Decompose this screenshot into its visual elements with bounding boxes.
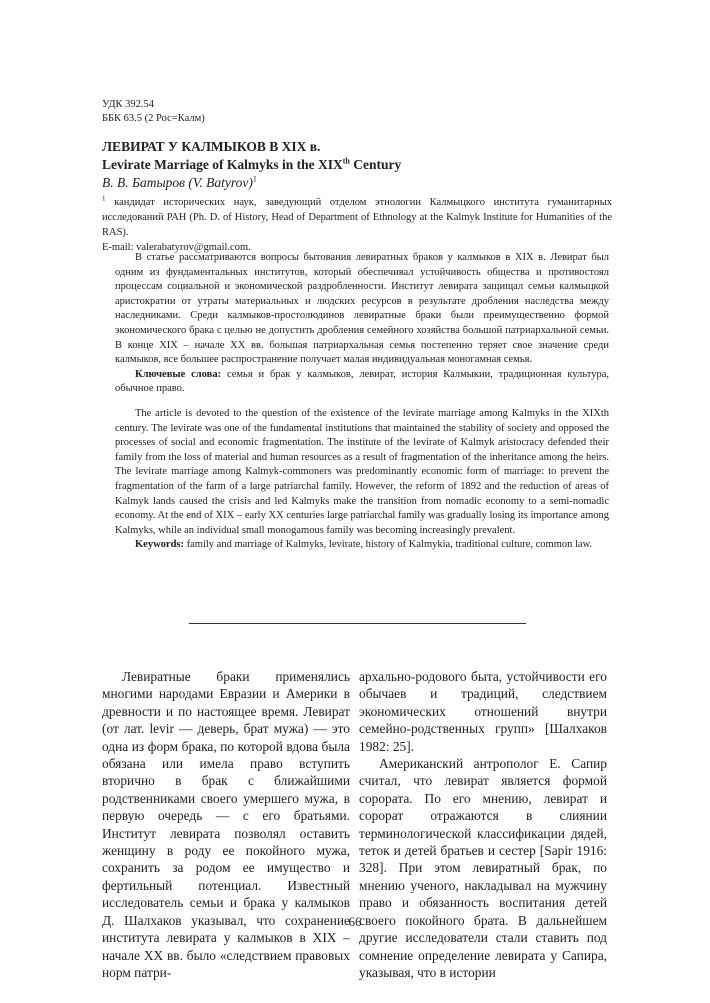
affiliation-text-line xyxy=(102,195,612,240)
title-russian: ЛЕВИРАТ У КАЛМЫКОВ В XIX в. xyxy=(102,139,321,154)
body-paragraph: Левиратные браки применялись многими народами Евразии и Америки в древности и по настоящее время. Левират (от лат. levir — деверь, брат мужа) — это одна из форм брака, по которой вдова была обязана или имела право вступить вторично в брак с ближайшими родственниками своего умершего мужа, в первую очередь — с его братьями. Институт левирата позволял оставить женщину в роду ее покойного мужа, сохранить за родом ее имущество и фертильный потенциал. Известный исследователь семьи и брака у калмыков Д. Шалхаков указывал, что сохранение института левирата у калмыков в XIX – начале XX вв. было «следствием правовых норм патри- xyxy=(102,669,350,980)
keywords-russian xyxy=(115,368,609,397)
body-column-left xyxy=(102,668,350,981)
title-english xyxy=(102,156,622,174)
affiliation-text: кандидат исторических наук, заведующий отделом этнологии Калмыцкого института гуманитарных исследований РАН (Ph. D. of History, Head of Department of Ethnology at the Kalmyk Institute for Humanities of the RAS). xyxy=(102,197,612,238)
body-column-right xyxy=(359,668,607,981)
author-line xyxy=(102,174,622,192)
author-name: В. В. Батыров (V. Batyrov) xyxy=(102,175,253,190)
body-paragraph-continued: архально-родового быта, устойчивости его обычаев и традиций, следствием экономических отношений внутри семейно-родственных групп» [Шалхаков 1982: 25]. xyxy=(359,669,607,754)
keywords-english xyxy=(115,538,609,553)
keywords-english-text: family and marriage of Kalmyks, levirate, history of Kalmykia, traditional culture, common law. xyxy=(184,539,593,551)
author-email: E-mail: valerabatyrov@gmail.com. xyxy=(102,242,251,253)
title-english-superscript: th xyxy=(342,156,350,166)
abstract-english-text: The article is devoted to the question of the existence of the levirate marriage among Kalmyks in the XIXth century. The levirate was one of the fundamental institutions that maintained the stability of society and opposed the processes of social and economic fragmentation. The institute of the levirate of Kalmyk aristocracy defended their family from the loss of material and human resources as a result of fragmentation of the inheritance among the heirs. The levirate marriage among Kalmyk-commoners was predominantly economic form of marriage: to prevent the fragmentation of the farm of a large patriarchal family. However, the reform of 1892 and the reduction of areas of Kalmyk lands caused the crisis and led Kalmyks make the transition from nomadic economy to a semi-nomadic economy. At the end of XIX – early XX centuries large patriarchal family was gradually losing its importance among Kalmyks, while an individual small monogamous family was becoming increasingly prevalent. xyxy=(115,408,609,536)
body-paragraph: Американский антрополог Е. Сапир считал, что левират является формой сорората. По его мнению, левират и сорорат отражаются в слиянии терминологической классификации дядей, теток и детей братьев и сестер [Sapir 1916: 328]. При этом левиратный брак, по мнению ученого, накладывал на мужчину право и обязанность воспитания детей своего покойного брата. В дальнейшем другие исследователи стали ставить под сомнение определение левирата у Сапира, указывая, что в истории xyxy=(359,756,607,980)
title-english-tail: Century xyxy=(349,157,402,172)
classification-codes xyxy=(102,98,205,126)
abstract-russian xyxy=(115,251,609,397)
page-number: 66 xyxy=(348,914,362,929)
author-affiliation xyxy=(102,195,612,255)
abstract-english xyxy=(115,407,609,553)
section-divider xyxy=(189,623,526,624)
keywords-russian-text: семья и брак у калмыков, левират, история Калмыкии, традиционная культура, обычное право. xyxy=(115,368,609,395)
keywords-russian-label: Ключевые слова: xyxy=(135,368,222,380)
abstract-russian-text: В статье рассматриваются вопросы бытования левиратных браков у калмыков в XIX в. Левират был одним из фундаментальных институтов, который обеспечивал устойчивость общества и противостоял процессам социальной и экономической раздробленности. Институт левирата защищал семьи калмыцкой аристократии от утраты материальных и людских ресурсов в результате дробления наследства между наследниками. Среди калмыков-простолюдинов левиратные браки были преимущественно формой экономического брака с целью не допустить дробления семейного хозяйства большой патриархальной семьи. В конце XIX – начале XX вв. большая патриархальная семья постепенно теряет свое значение среди калмыков, все большее распространение получает малая индивидуальная моногамная семья. xyxy=(115,252,609,366)
bbk-code: ББК 63.5 (2 Рос=Калм) xyxy=(102,113,205,124)
udk-code: УДК 392.54 xyxy=(102,99,155,110)
affiliation-marker: 1 xyxy=(102,194,106,203)
title-block xyxy=(102,138,622,192)
title-english-main: Levirate Marriage of Kalmyks in the XIX xyxy=(102,157,343,172)
author-footnote-marker: 1 xyxy=(252,174,257,184)
keywords-english-label: Keywords: xyxy=(135,539,184,551)
